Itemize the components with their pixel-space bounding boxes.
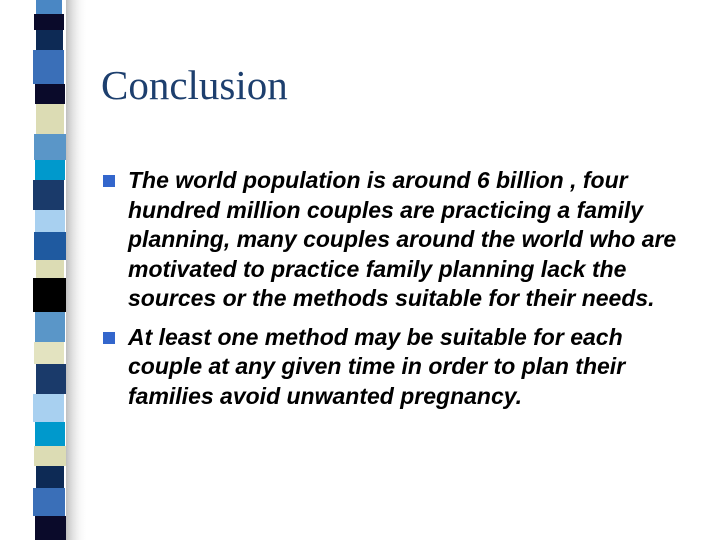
square-bullet-icon	[103, 332, 115, 344]
stripe-block	[36, 260, 64, 278]
stripe-block	[35, 84, 65, 104]
stripe-block	[36, 30, 63, 50]
stripe-block	[33, 488, 65, 516]
stripe-block	[34, 446, 66, 466]
stripe-block	[36, 0, 62, 14]
stripe-block	[34, 134, 66, 160]
slide-title: Conclusion	[101, 62, 288, 108]
stripe-block	[36, 104, 64, 134]
bullet-item	[103, 166, 703, 314]
stripe-block	[35, 312, 65, 342]
stripe-blocks	[33, 0, 66, 540]
stripe-block	[36, 466, 64, 488]
bullet-text: At least one method may be suitable for each couple at any given time in order to plan their families avoid unwanted pregnancy.	[128, 323, 626, 409]
stripe-block	[35, 160, 65, 180]
bullet-item	[103, 323, 703, 412]
bullet-text: The world population is around 6 billion , four hundred million couples are practicing a family planning, many couples around the world who are motivated to practice family planning lack the sources or the methods suitable for their needs.	[128, 167, 677, 311]
stripe-block	[34, 342, 64, 364]
stripe-block	[34, 14, 64, 30]
stripe-block	[34, 232, 66, 260]
stripe-block	[33, 394, 64, 422]
decorative-stripe-bar	[0, 0, 90, 540]
stripe-block	[35, 422, 65, 446]
stripe-shadow	[66, 0, 88, 540]
stripe-block	[36, 364, 66, 394]
bullet-list	[103, 166, 703, 420]
stripe-block	[33, 278, 66, 312]
stripe-block	[33, 50, 64, 84]
stripe-block	[33, 180, 64, 210]
square-bullet-icon	[103, 175, 115, 187]
stripe-block	[35, 516, 66, 540]
stripe-block	[35, 210, 65, 232]
